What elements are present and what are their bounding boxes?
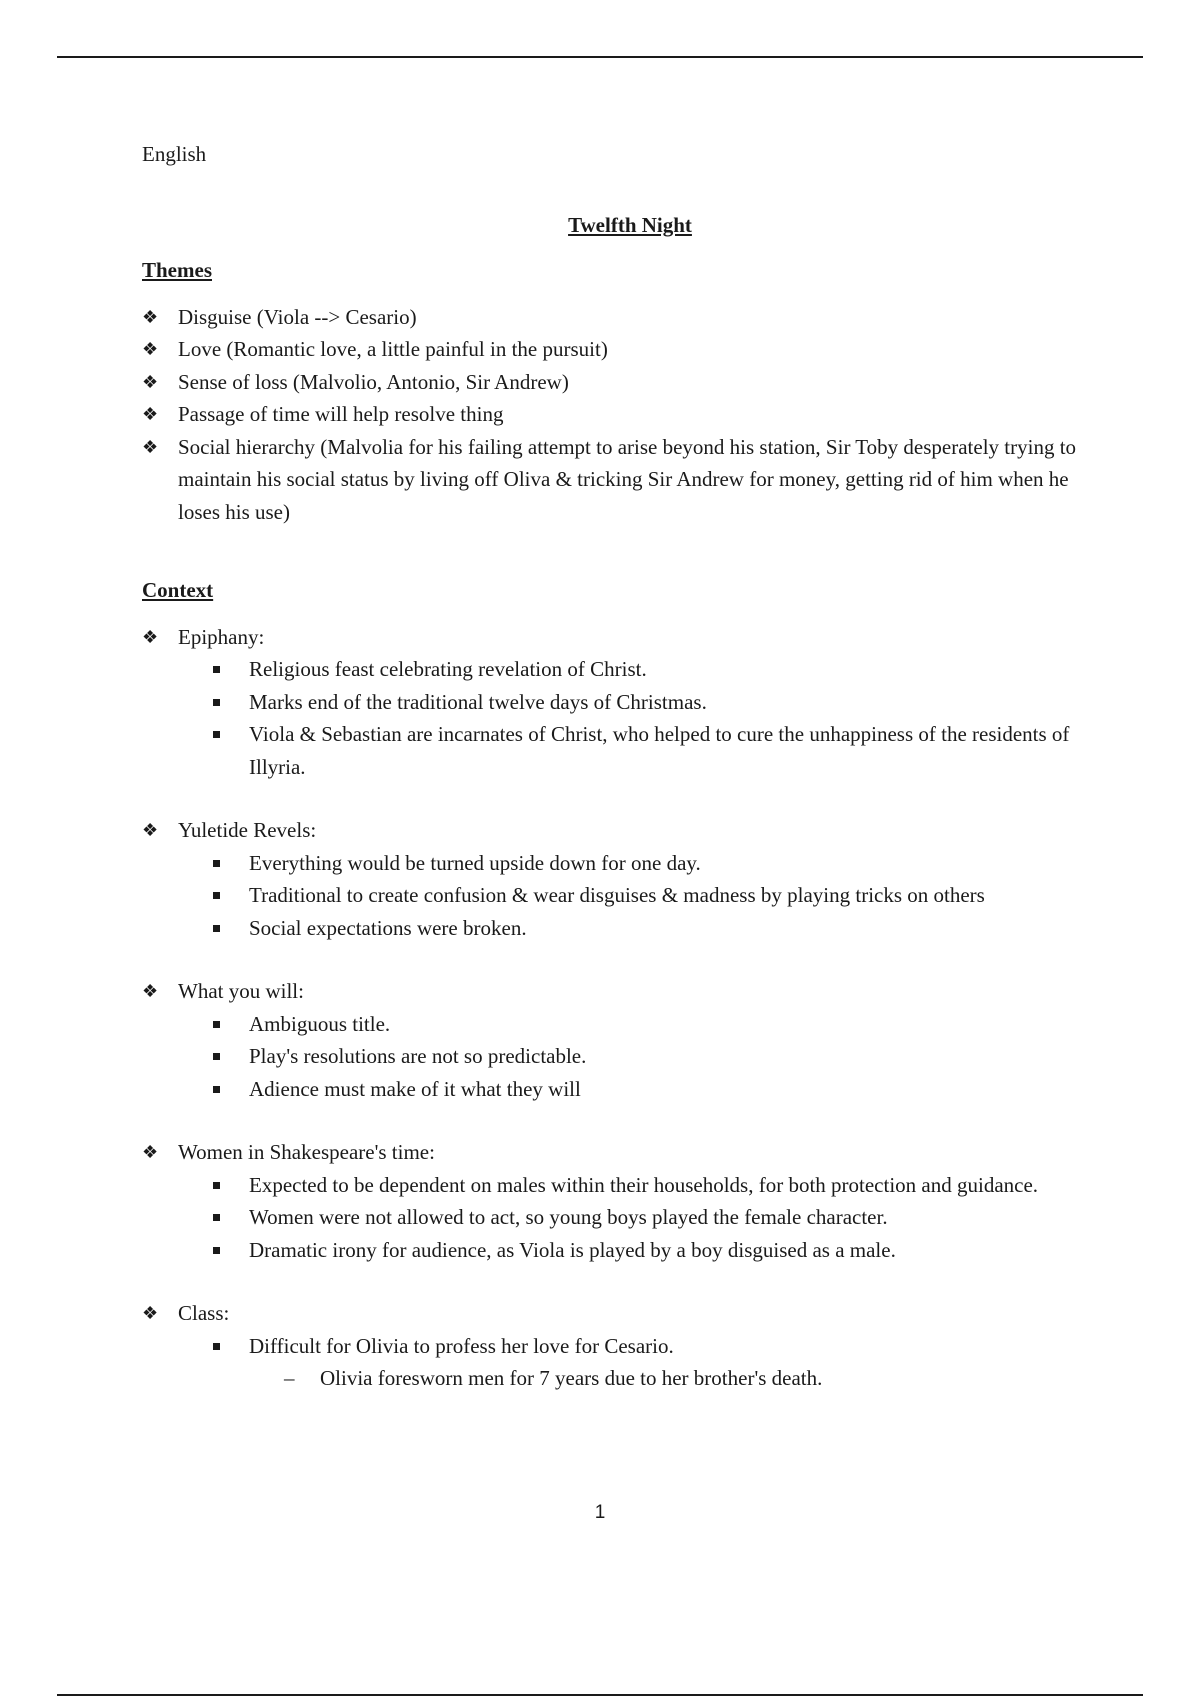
theme-item: ❖ Passage of time will help resolve thing: [142, 398, 1082, 431]
context-point: Viola & Sebastian are incarnates of Christ, who helped to cure the unhappiness of the residents of Illyria.: [213, 718, 1082, 783]
context-list: [142, 621, 1082, 1395]
context-point: Traditional to create confusion & wear disguises & madness by playing tricks on others: [213, 879, 1082, 912]
context-subpoint: – Olivia foresworn men for 7 years due to her brother's death.: [284, 1362, 1082, 1395]
theme-item: ❖ Social hierarchy (Malvolia for his failing attempt to arise beyond his station, Sir Toby desperately trying to maintain his social status by living off Oliva & tricking Sir Andrew for money, getting rid of him when he loses his use): [142, 431, 1082, 529]
context-points: [213, 1330, 1082, 1395]
context-points: [213, 1169, 1082, 1267]
theme-item: ❖ Love (Romantic love, a little painful in the pursuit): [142, 333, 1082, 366]
context-item-yuletide: [142, 814, 1082, 944]
context-point: Women were not allowed to act, so young boys played the female character.: [213, 1201, 1082, 1234]
context-item-label: Yuletide Revels:: [178, 818, 317, 842]
context-point: Religious feast celebrating revelation of Christ.: [213, 653, 1082, 686]
context-points: [213, 1008, 1082, 1106]
document-body: [142, 138, 1082, 1395]
context-subpoints: [284, 1362, 1082, 1395]
context-point: Marks end of the traditional twelve days of Christmas.: [213, 686, 1082, 719]
header-rule: [57, 56, 1143, 58]
context-item-label: What you will:: [178, 979, 304, 1003]
theme-item: ❖ Disguise (Viola --> Cesario): [142, 301, 1082, 334]
context-point: Play's resolutions are not so predictable.: [213, 1040, 1082, 1073]
context-item-label: Epiphany:: [178, 624, 265, 649]
context-point-text: Difficult for Olivia to profess her love for Cesario.: [249, 1333, 674, 1358]
context-item-women: [142, 1136, 1082, 1266]
context-point: Social expectations were broken.: [213, 912, 1082, 945]
context-point: Adience must make of it what they will: [213, 1073, 1082, 1106]
document-title: Twelfth Night: [568, 212, 692, 237]
context-point: Expected to be dependent on males within their households, for both protection and guidance.: [213, 1169, 1082, 1202]
context-item-what-you-will: [142, 975, 1082, 1105]
context-item-class: [142, 1297, 1082, 1395]
context-point: [213, 1330, 1082, 1395]
context-points: [213, 847, 1082, 945]
context-item-epiphany: [142, 621, 1082, 784]
context-heading: Context: [142, 578, 214, 602]
context-point: Everything would be turned upside down for one day.: [213, 847, 1082, 880]
page-number: 1: [594, 1502, 606, 1523]
context-points: [213, 653, 1082, 783]
theme-item: ❖ Sense of loss (Malvolio, Antonio, Sir Andrew): [142, 366, 1082, 399]
themes-heading: Themes: [142, 258, 212, 282]
footer-rule: [57, 1694, 1143, 1696]
context-item-label: Class:: [178, 1301, 230, 1325]
subject-label: English: [142, 142, 207, 166]
context-item-label: Women in Shakespeare's time:: [178, 1140, 435, 1164]
themes-list: [142, 301, 1082, 529]
context-point: Dramatic irony for audience, as Viola is played by a boy disguised as a male.: [213, 1234, 1082, 1267]
context-point: Ambiguous title.: [213, 1008, 1082, 1041]
